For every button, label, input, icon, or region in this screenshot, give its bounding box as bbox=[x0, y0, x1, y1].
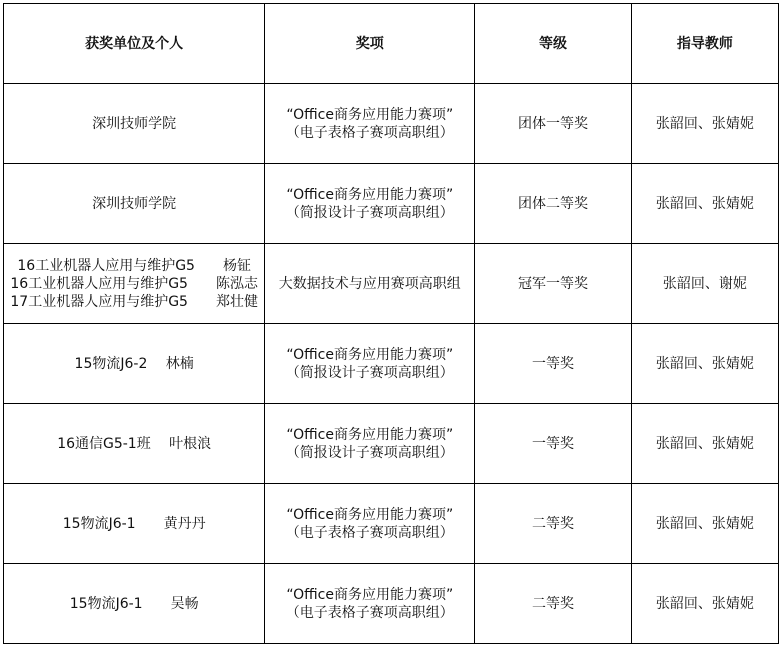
level-cell: 团体二等奖 bbox=[475, 164, 631, 244]
header-level: 等级 bbox=[475, 4, 631, 84]
award-cell bbox=[265, 564, 475, 644]
award-cell bbox=[265, 164, 475, 244]
winner-cell bbox=[4, 484, 265, 564]
award-line: （电子表格子赛项高职组） bbox=[285, 524, 454, 541]
award-line: 大数据技术与应用赛项高职组 bbox=[278, 275, 461, 292]
award-cell bbox=[265, 404, 475, 484]
page-cut-edge bbox=[0, 645, 782, 649]
award-table bbox=[3, 3, 779, 644]
table-row bbox=[4, 324, 779, 404]
table-row bbox=[4, 244, 779, 324]
award-line: “Office商务应用能力赛项” bbox=[286, 426, 454, 443]
level-cell: 一等奖 bbox=[475, 324, 631, 404]
award-line: （电子表格子赛项高职组） bbox=[285, 124, 454, 141]
award-cell bbox=[265, 84, 475, 164]
level-cell: 团体一等奖 bbox=[475, 84, 631, 164]
award-line: （电子表格子赛项高职组） bbox=[285, 604, 454, 621]
teacher-cell: 张韶回、张婧妮 bbox=[631, 164, 778, 244]
award-line: “Office商务应用能力赛项” bbox=[286, 586, 454, 603]
winner-cell bbox=[4, 404, 265, 484]
winner-cell bbox=[4, 244, 265, 324]
table-row bbox=[4, 404, 779, 484]
winner-line: 15物流J6-1 吴畅 bbox=[69, 595, 199, 612]
table-row bbox=[4, 164, 779, 244]
level-cell: 冠军一等奖 bbox=[475, 244, 631, 324]
winner-line: 深圳技师学院 bbox=[92, 115, 177, 132]
award-line: （简报设计子赛项高职组） bbox=[285, 444, 454, 461]
award-line: （简报设计子赛项高职组） bbox=[285, 364, 454, 381]
teacher-cell: 张韶回、张婧妮 bbox=[631, 484, 778, 564]
winner-line: 深圳技师学院 bbox=[92, 195, 177, 212]
winner-line: 15物流J6-2 林楠 bbox=[74, 355, 194, 372]
level-cell: 一等奖 bbox=[475, 404, 631, 484]
winner-cell bbox=[4, 564, 265, 644]
table-row bbox=[4, 564, 779, 644]
award-line: “Office商务应用能力赛项” bbox=[286, 106, 454, 123]
header-row bbox=[4, 4, 779, 84]
table-body bbox=[4, 84, 779, 644]
winner-cell bbox=[4, 164, 265, 244]
teacher-cell: 张韶回、张婧妮 bbox=[631, 404, 778, 484]
award-line: “Office商务应用能力赛项” bbox=[286, 346, 454, 363]
header-award: 奖项 bbox=[265, 4, 475, 84]
table-row bbox=[4, 484, 779, 564]
winner-line: 16通信G5-1班 叶根浪 bbox=[57, 435, 212, 452]
award-cell bbox=[265, 484, 475, 564]
winner-line: 15物流J6-1 黄丹丹 bbox=[62, 515, 206, 532]
winner-line: 16工业机器人应用与维护G5 陈泓志 bbox=[10, 275, 258, 292]
award-cell bbox=[265, 324, 475, 404]
award-line: （简报设计子赛项高职组） bbox=[285, 204, 454, 221]
winner-cell bbox=[4, 84, 265, 164]
award-line: “Office商务应用能力赛项” bbox=[286, 506, 454, 523]
winner-line: 16工业机器人应用与维护G5 杨钲 bbox=[17, 257, 251, 274]
header-winner: 获奖单位及个人 bbox=[4, 4, 265, 84]
award-line: “Office商务应用能力赛项” bbox=[286, 186, 454, 203]
level-cell: 二等奖 bbox=[475, 564, 631, 644]
teacher-cell: 张韶回、张婧妮 bbox=[631, 564, 778, 644]
teacher-cell: 张韶回、张婧妮 bbox=[631, 84, 778, 164]
header-teacher: 指导教师 bbox=[631, 4, 778, 84]
winner-cell bbox=[4, 324, 265, 404]
teacher-cell: 张韶回、谢妮 bbox=[631, 244, 778, 324]
winner-line: 17工业机器人应用与维护G5 郑壮健 bbox=[10, 293, 258, 310]
table-row bbox=[4, 84, 779, 164]
level-cell: 二等奖 bbox=[475, 484, 631, 564]
teacher-cell: 张韶回、张婧妮 bbox=[631, 324, 778, 404]
award-cell bbox=[265, 244, 475, 324]
